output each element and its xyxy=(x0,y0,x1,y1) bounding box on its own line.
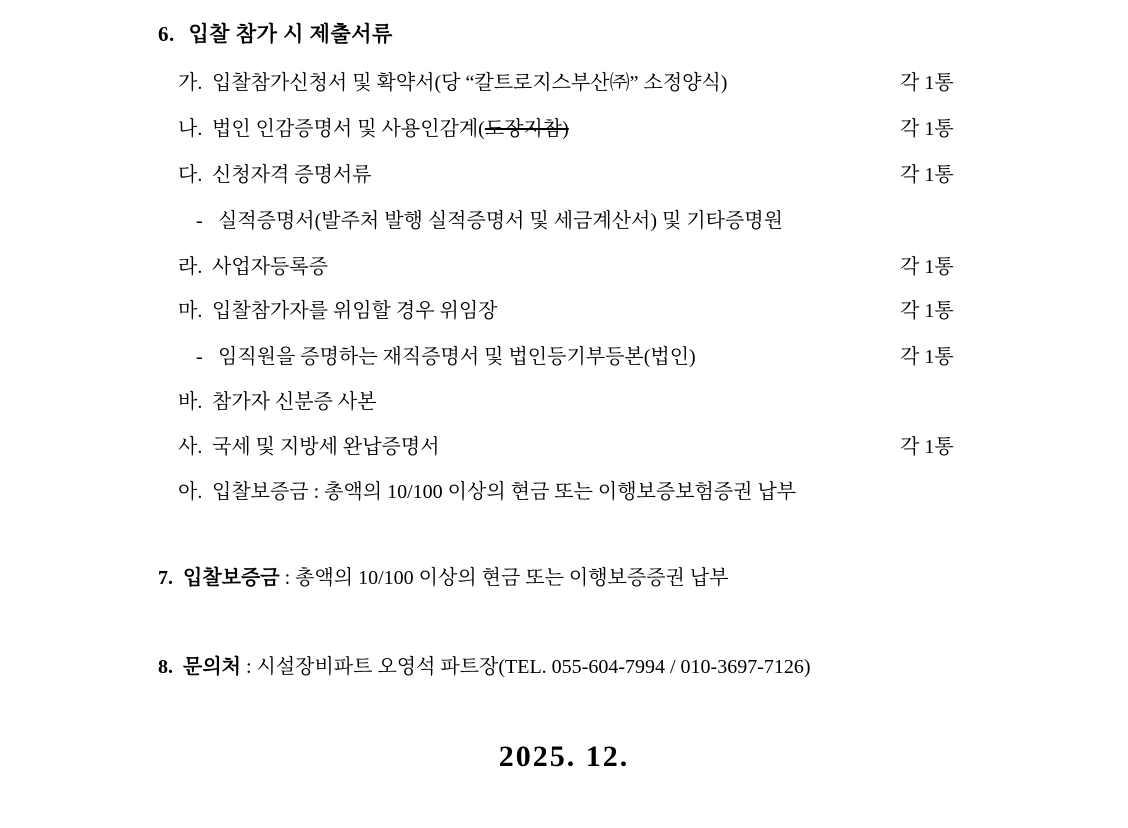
list-item xyxy=(178,112,1058,142)
list-item xyxy=(196,204,1076,234)
list-item-quantity: 각 1통 xyxy=(900,436,954,458)
list-item-text: 입찰참가신청서 및 확약서(당 “칼트로지스부산㈜” 소정양식) xyxy=(212,72,728,94)
section-7-number: 7. xyxy=(158,567,173,589)
section-8-body: : 시설장비파트 오영석 파트장(TEL. 055-604-7994 / 010-3697-7126) xyxy=(240,656,811,678)
section-6-title: 입찰 참가 시 제출서류 xyxy=(188,22,393,46)
section-6-number: 6. xyxy=(158,22,175,46)
list-item-marker: 아. xyxy=(178,481,203,503)
list-item xyxy=(178,66,1058,96)
list-item-quantity: 각 1통 xyxy=(900,118,954,140)
list-item-marker: 다. xyxy=(178,164,203,186)
list-item xyxy=(178,158,1058,188)
list-item-text: 사업자등록증 xyxy=(212,256,328,278)
list-item-quantity: 각 1통 xyxy=(900,300,954,322)
list-item-text-suffix: ) xyxy=(562,118,569,140)
document-date: 2025. 12. xyxy=(498,740,630,773)
list-item-text: 실적증명서(발주처 발행 실적증명서 및 세금계산서) 및 기타증명원 xyxy=(218,210,783,232)
list-item xyxy=(178,294,1058,324)
list-item-text: 참가자 신분증 사본 xyxy=(212,391,377,413)
section-7-lead: 입찰보증금 xyxy=(183,567,280,589)
list-item-text: 국세 및 지방세 완납증명서 xyxy=(212,436,440,458)
list-item-text: 임직원을 증명하는 재직증명서 및 법인등기부등본(법인) xyxy=(218,346,696,368)
list-item-quantity: 각 1통 xyxy=(900,72,954,94)
list-item-marker: - xyxy=(196,346,203,368)
section-7-body: : 총액의 10/100 이상의 현금 또는 이행보증증권 납부 xyxy=(279,567,729,589)
list-item-quantity: 각 1통 xyxy=(900,346,954,368)
list-item-quantity: 각 1통 xyxy=(900,164,954,186)
list-item-marker: 바. xyxy=(178,391,203,413)
list-item xyxy=(178,385,1058,415)
list-item xyxy=(178,430,1058,460)
list-item-marker: 가. xyxy=(178,72,203,94)
list-item-marker: 나. xyxy=(178,118,203,140)
list-item-text-emphasis: 도장지참 xyxy=(484,118,563,140)
list-item xyxy=(178,475,1058,505)
section-6-heading xyxy=(158,18,393,48)
section-7-paragraph xyxy=(158,561,728,590)
list-item-marker: 라. xyxy=(178,256,203,278)
list-item xyxy=(178,250,1058,280)
list-item-text: 입찰보증금 : 총액의 10/100 이상의 현금 또는 이행보증보험증권 납부 xyxy=(212,481,797,503)
list-item xyxy=(196,340,1076,370)
list-item-text: 신청자격 증명서류 xyxy=(212,164,372,186)
list-item-marker: 사. xyxy=(178,436,203,458)
section-8-paragraph xyxy=(158,650,811,679)
list-item-marker: - xyxy=(196,210,203,232)
list-item-marker: 마. xyxy=(178,300,203,322)
list-item-quantity: 각 1통 xyxy=(900,256,954,278)
section-8-number: 8. xyxy=(158,656,173,678)
section-8-lead: 문의처 xyxy=(183,656,241,678)
list-item-text: 법인 인감증명서 및 사용인감계( xyxy=(212,118,485,140)
list-item-text: 입찰참가자를 위임할 경우 위임장 xyxy=(212,300,498,322)
